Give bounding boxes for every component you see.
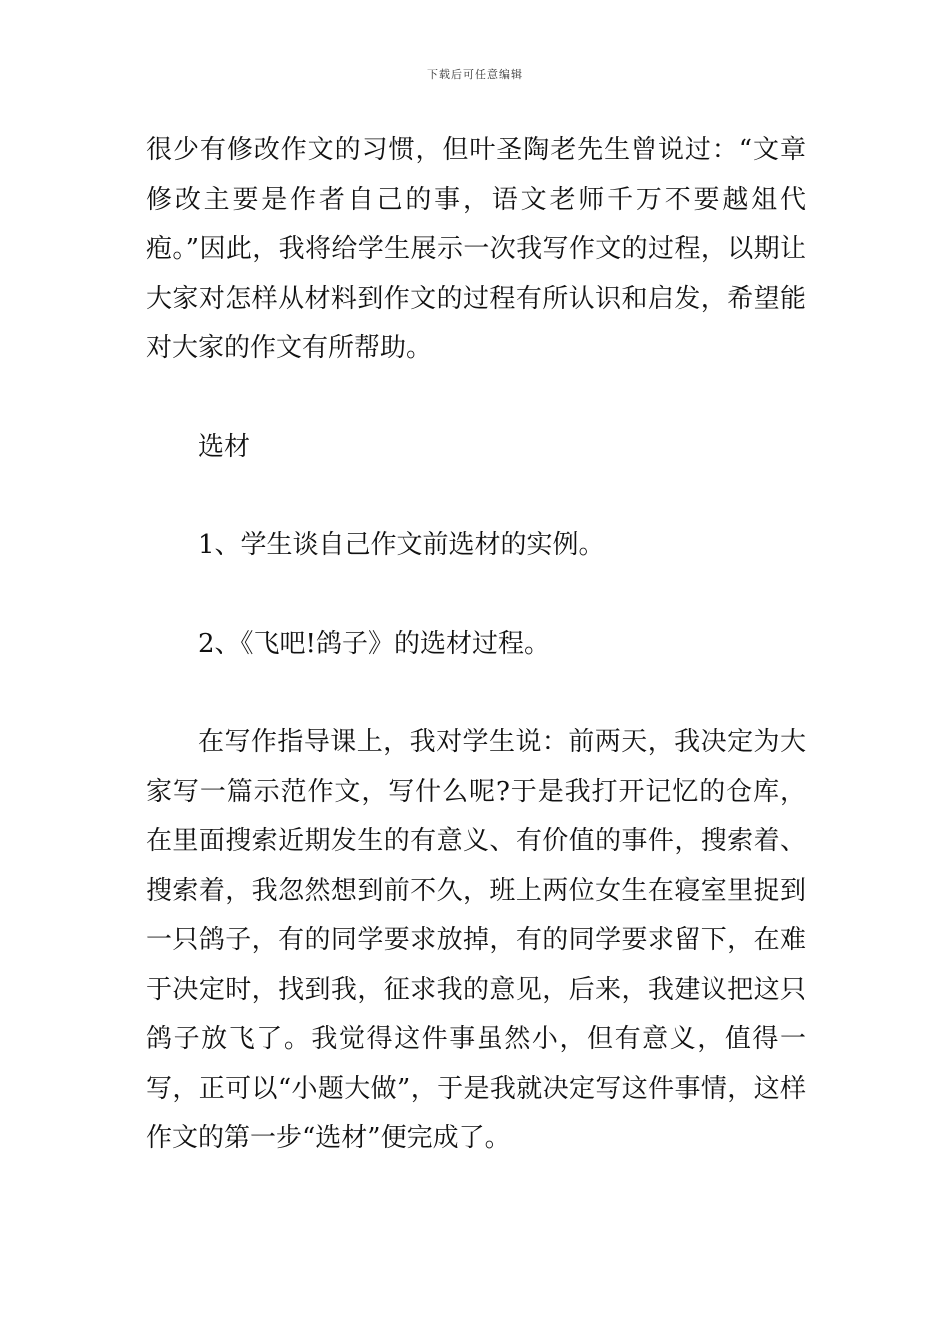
section-heading: 选材 [198,431,251,462]
page-header: 下载后可任意编辑 [427,68,523,81]
list-item-1: 1、学生谈自己作文前选材的实例。 [198,530,605,560]
paragraph-gap [146,374,806,423]
paragraph-gap [146,472,806,521]
list-item-2: 2、《飞吧!鸽子》的选材过程。 [198,628,550,659]
body-paragraph: 在写作指导课上，我对学生说：前两天，我决定为大家写一篇示范作文，写什么呢?于是我打开记忆的仓库，在里面搜索近期发生的有意义、有价值的事件，搜索着、搜索着，我忽然想到前不久，班上两位女生在寝室里捉到一只鸽子，有的同学要求放掉，有的同学要求留下，在难于决定时，找到我，征求我的意见，后来，我建议把这只鸽子放飞了。我觉得这件事虽然小，但有意义，值得一写，正可以“小题大做”，于是我就决定写这件事情，这样作文的第一步“选材”便完成了。 [146,727,806,1153]
document-body [146,126,806,1164]
paragraph-gap [146,669,806,718]
paragraph-gap [146,571,806,620]
intro-paragraph: 很少有修改作文的习惯，但叶圣陶老先生曾说过：“文章修改主要是作者自己的事，语文老师千万不要越俎代疱。”因此，我将给学生展示一次我写作文的过程，以期让大家对怎样从材料到作文的过程有所认识和启发，希望能对大家的作文有所帮助。 [146,135,806,363]
